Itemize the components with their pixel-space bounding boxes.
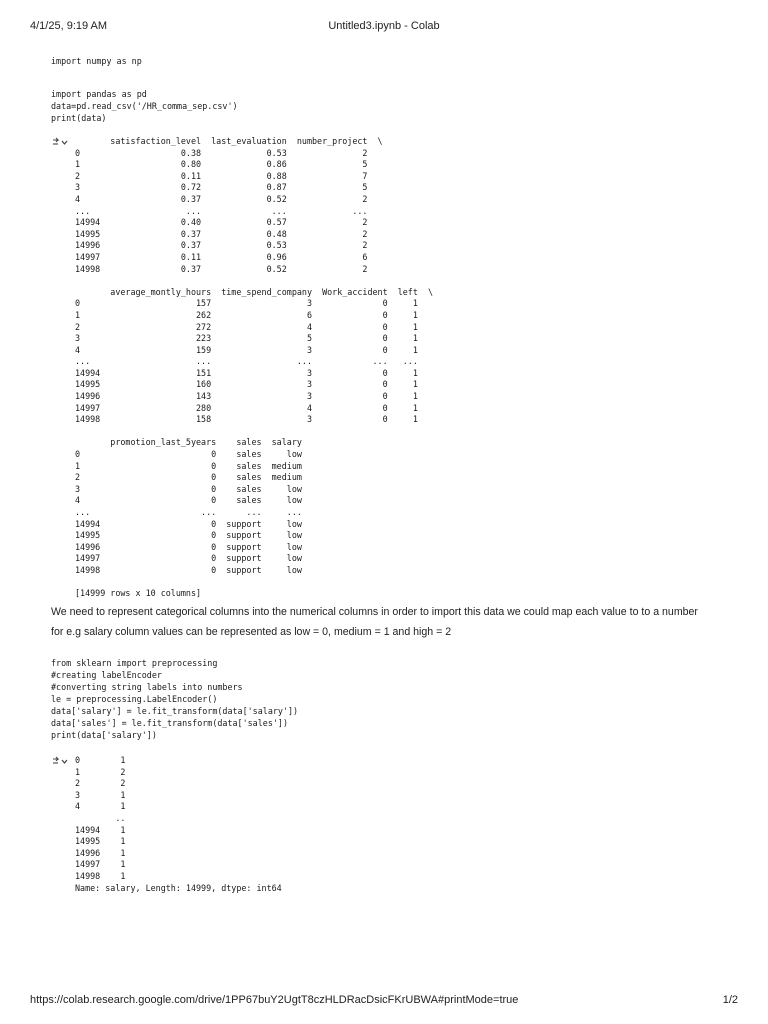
markdown-text-line-2: for e.g salary column values can be represented as low = 0, medium = 1 and high = 2: [51, 626, 452, 638]
code-cell-3[interactable]: from sklearn import preprocessing #creating labelEncoder #converting string labels into numbers le = preprocessing.LabelEncoder() data['salary'] = le.fit_transform(data['salary']) data['sales'] = le.fit_transform(data['sales']) print(data['salary']): [51, 658, 299, 740]
cell-3-output: 0 1 1 2 2 2 3 1 4 1 .. 14994 1 14995 1 14996 1 14997 1 14998 1 Name: salary, Length: 14999, dtype: int64: [75, 755, 282, 893]
cell-2-output: satisfaction_level last_evaluation number_project \ 0 0.38 0.53 2 1 0.80 0.86 5 2 0.11 0.88 7 3 0.72 0.87 5 4 0.37 0.52 2 ... ... ... ... 14994 0.40 0.57 2 14995 0.37 0.48 2 14996 0.37 0.53 2 14997 0.11 0.96 6 14998 0.37 0.52 2 average_montly_hours time_spend_company Work_accident left \ 0 157 3 0 1 1 262 6 0 1 2 272 4 0 1 3 223 5 0 1 4 159 3 0 1 ... ... ... ... ... 14994 151 3 0 1 14995 160 3 0 1 14996 143 3 0 1 14997 280 4 0 1 14998 158 3 0 1 promotion_last_5years sales salary 0 0 sales low 1 0 sales medium 2 0 sales medium 3 0 sales low 4 0 sales low ... ... ... ... 14994 0 support low 14995 0 support low 14996 0 support low 14997 0 support low 14998 0 support low [14999 rows x 10 columns]: [75, 136, 433, 599]
output-toggle-icon[interactable]: [52, 137, 68, 147]
markdown-cell: [51, 602, 741, 642]
page-url[interactable]: https://colab.research.google.com/drive/1PP67buY2UgtT8czHLDRacDsicFKrUBWA#printMode=true: [30, 994, 519, 1006]
page-title: Untitled3.ipynb - Colab: [328, 20, 440, 32]
markdown-text-line-1: We need to represent categorical columns into the numerical columns in order to import this data we could map each value to to a number: [51, 606, 698, 618]
print-datetime: 4/1/25, 9:19 AM: [30, 20, 108, 32]
code-cell-2[interactable]: import pandas as pd data=pd.read_csv('/HR_comma_sep.csv') print(data): [51, 89, 238, 123]
code-cell-1[interactable]: import numpy as np: [51, 56, 142, 66]
page-number: 1/2: [722, 994, 738, 1006]
output-toggle-icon[interactable]: [52, 756, 68, 766]
